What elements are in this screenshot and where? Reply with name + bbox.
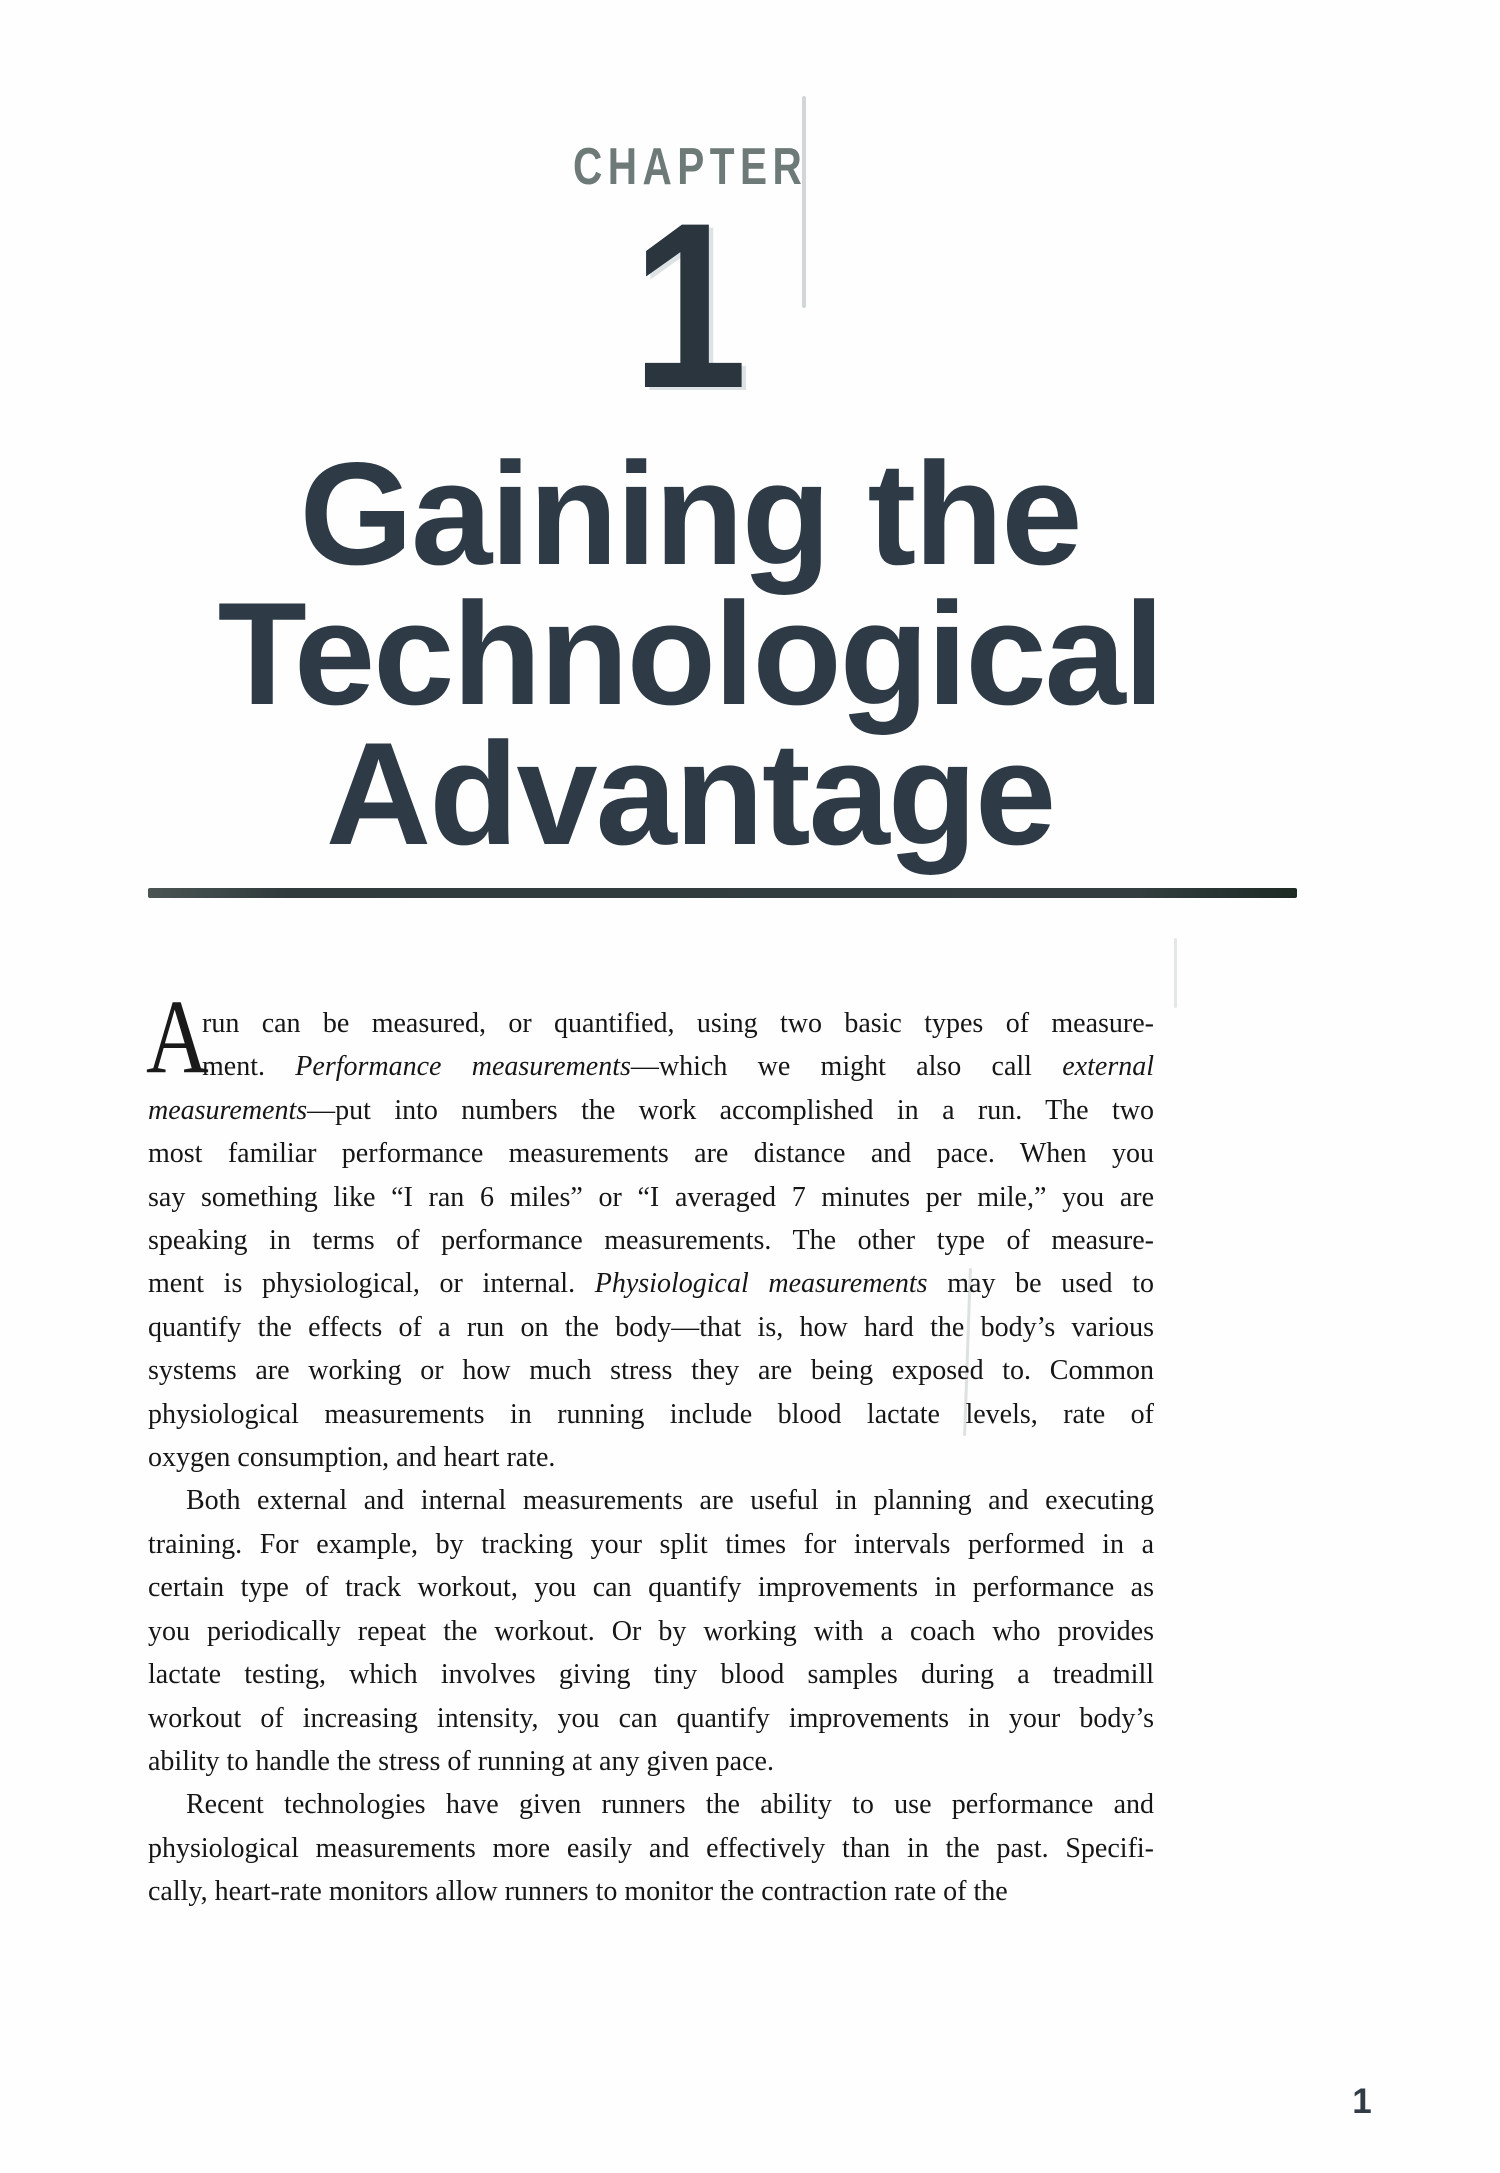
body-line	[148, 1176, 1154, 1219]
body-segment: oxygen consumption, and heart rate.	[148, 1442, 556, 1474]
paragraph	[148, 1479, 1154, 1783]
body-segment: certain type of track workout, you can quantify improvements in performance as	[148, 1572, 1154, 1604]
page-number: 1	[1352, 2082, 1372, 2121]
body-line	[148, 1089, 1154, 1132]
chapter-label-text: CHAPTER	[572, 138, 808, 196]
body-segment: workout of increasing intensity, you can quantify improvements in your body’s	[148, 1702, 1154, 1734]
body-line	[148, 1783, 1154, 1826]
body-line	[148, 1393, 1154, 1436]
body-segment: ment.	[202, 1051, 296, 1083]
body-segment: physiological measurements more easily and effectively than in the past. Specifi-	[148, 1832, 1154, 1864]
body-line	[148, 1827, 1154, 1870]
body-line	[148, 1479, 1154, 1522]
body-segment: —put into numbers the work accomplished in a run. The two	[307, 1094, 1154, 1126]
body-line	[148, 1219, 1154, 1262]
body-segment: may be used to	[927, 1268, 1154, 1300]
body-segment: ment is physiological, or internal.	[148, 1268, 595, 1300]
chapter-title	[150, 432, 1230, 875]
body-line	[202, 1045, 1154, 1088]
title-divider-rule	[148, 888, 1297, 898]
body-line	[148, 1653, 1154, 1696]
body-line	[202, 1002, 1154, 1045]
scan-artifact-line	[1174, 938, 1177, 1008]
chapter-number	[150, 174, 1230, 438]
body-segment-italic: Performance measurements	[295, 1051, 631, 1083]
body-segment: —which we might also call	[630, 1051, 1063, 1083]
chapter-title-line: Technological	[217, 572, 1163, 735]
chapter-title-line: Gaining the	[299, 432, 1081, 595]
body-segment: ability to handle the stress of running at any given pace.	[148, 1745, 774, 1777]
body-segment: lactate testing, which involves giving tiny blood samples during a treadmill	[148, 1659, 1154, 1691]
body-line	[148, 1436, 1154, 1479]
body-segment: quantify the effects of a run on the body—that is, how hard the body’s various	[148, 1311, 1154, 1343]
body-line	[148, 1740, 1154, 1783]
body-line	[148, 1566, 1154, 1609]
body-segment: most familiar performance measurements are distance and pace. When you	[148, 1138, 1154, 1170]
body-text	[148, 1002, 1154, 1914]
body-line	[148, 1523, 1154, 1566]
body-segment: run can be measured, or quantified, using two basic types of measure-	[202, 1008, 1154, 1039]
body-segment: physiological measurements in running include blood lactate levels, rate of	[148, 1398, 1154, 1430]
body-line	[148, 1349, 1154, 1392]
chapter-number-text: 1	[632, 174, 748, 438]
body-line	[148, 1610, 1154, 1653]
body-segment: you periodically repeat the workout. Or by working with a coach who provides	[148, 1615, 1154, 1647]
paragraph	[148, 1783, 1154, 1913]
body-segment-italic: measurements	[148, 1094, 308, 1126]
body-segment: Both external and internal measurements are useful in planning and executing	[186, 1485, 1154, 1517]
body-segment: say something like “I ran 6 miles” or “I averaged 7 minutes per mile,” you are	[148, 1181, 1154, 1213]
body-line	[148, 1132, 1154, 1175]
body-line	[148, 1697, 1154, 1740]
body-line	[148, 1870, 1154, 1913]
body-segment: Recent technologies have given runners the ability to use performance and	[186, 1789, 1154, 1821]
body-segment-italic: external	[1062, 1051, 1154, 1083]
body-segment: speaking in terms of performance measurements. The other type of measure-	[148, 1225, 1154, 1257]
body-segment: cally, heart-rate monitors allow runners to monitor the contraction rate of the	[148, 1876, 1008, 1908]
body-segment-italic: Physiological measurements	[594, 1268, 928, 1300]
body-segment: training. For example, by tracking your split times for intervals performed in a	[148, 1528, 1154, 1560]
drop-cap: A	[146, 978, 209, 1095]
body-line	[148, 1306, 1154, 1349]
paragraph	[148, 1002, 1154, 1479]
body-segment: systems are working or how much stress they are being exposed to. Common	[148, 1355, 1154, 1387]
chapter-title-line: Advantage	[325, 712, 1055, 875]
body-line	[148, 1262, 1154, 1305]
